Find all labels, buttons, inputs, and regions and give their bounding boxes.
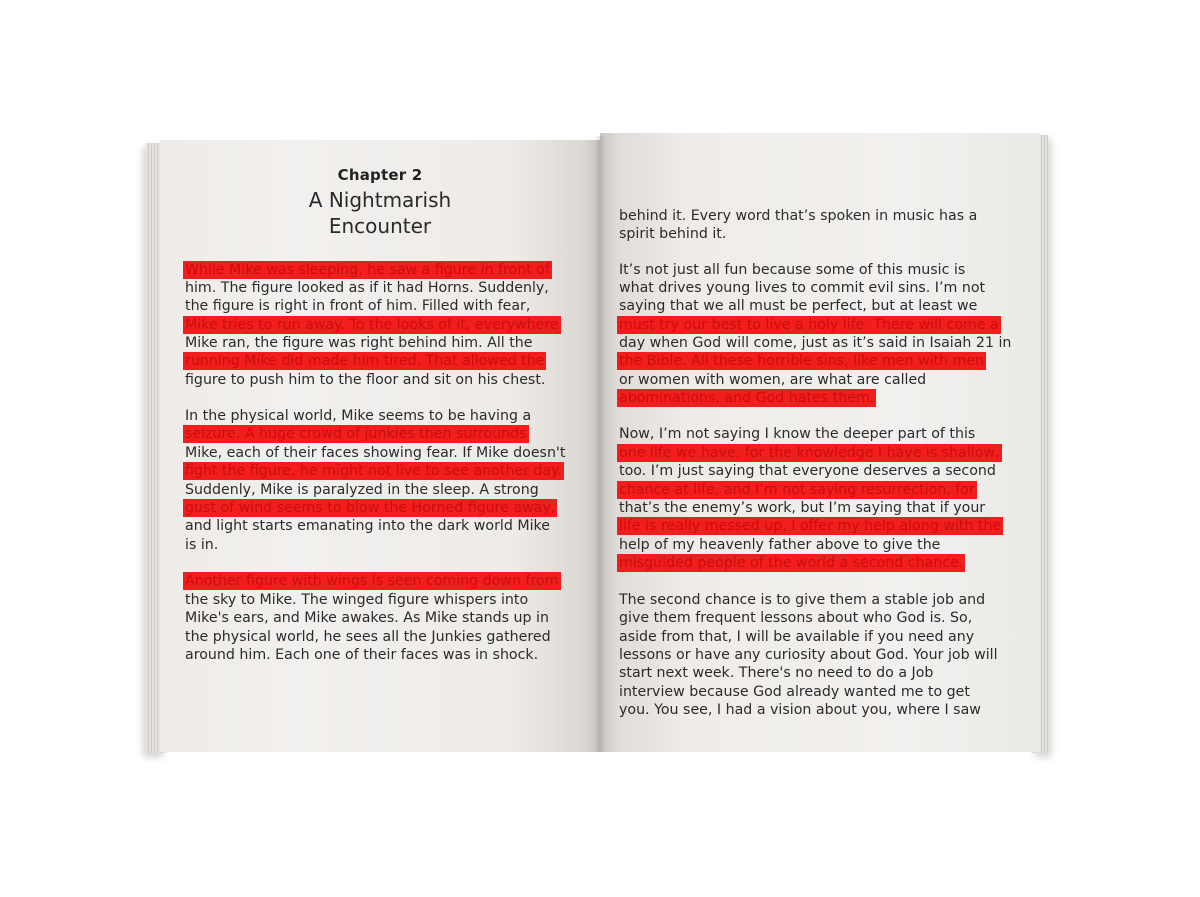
text-line: the Bible. All these horrible sins, like men with men [619, 353, 985, 369]
text-line: chance at life, and I’m not saying resurrection, for [619, 482, 975, 498]
chapter-title-line: Encounter [328, 214, 432, 238]
text-line: Mike tries to run away. To the looks of it, everywhere [185, 317, 559, 333]
text-line: life is really messed up, I offer my help along with the [619, 518, 1002, 534]
text-line: and light starts emanating into the dark world Mike [185, 518, 550, 534]
text-line: It’s not just all fun because some of this music is [619, 262, 966, 278]
text-line: what drives young lives to commit evil sins. I’m not [619, 280, 986, 296]
text-line: the physical world, he sees all the Junkies gathered [185, 629, 551, 645]
text-line: Now, I’m not saying I know the deeper part of this [619, 426, 976, 442]
text-line: Another figure with wings is seen coming down from [185, 573, 559, 589]
text-line: around him. Each one of their faces was in shock. [185, 647, 539, 663]
text-line: lessons or have any curiosity about God. Your job will [619, 647, 998, 663]
text-line: start next week. There's no need to do a Job [619, 665, 934, 681]
text-line: spirit behind it. [619, 226, 727, 242]
text-line: him. The figure looked as if it had Horns. Suddenly, [185, 280, 549, 296]
text-line: that’s the enemy’s work, but I’m saying that if your [619, 500, 986, 516]
text-line: the figure is right in front of him. Filled with fear, [185, 298, 531, 314]
text-line: or women with women, are what are called [619, 372, 927, 388]
text-line: running Mike did made him tired. That allowed the [185, 353, 545, 369]
text-line: one life we have, for the knowledge I have is shallow, [619, 445, 1000, 461]
text-line: the sky to Mike. The winged figure whispers into [185, 592, 529, 608]
text-line: behind it. Every word that’s spoken in music has a [619, 208, 978, 224]
text-line: Mike ran, the figure was right behind him. All the [185, 335, 533, 351]
text-line: too. I’m just saying that everyone deserves a second [619, 463, 996, 479]
text-line: misguided people of the world a second chance. [619, 555, 964, 571]
text-line: figure to push him to the floor and sit on his chest. [185, 372, 546, 388]
text-line: aside from that, I will be available if you need any [619, 629, 975, 645]
text-line: In the physical world, Mike seems to be having a [185, 408, 532, 424]
text-line: is in. [185, 537, 219, 553]
text-line: The second chance is to give them a stable job and [619, 592, 986, 608]
text-line: interview because God already wanted me to get [619, 684, 970, 700]
text-line: While Mike was sleeping, he saw a figure in front of [185, 262, 550, 278]
chapter-title-line: A Nightmarish [308, 188, 452, 212]
text-line: Suddenly, Mike is paralyzed in the sleep. A strong [185, 482, 539, 498]
text-line: abominations, and God hates them. [619, 390, 875, 406]
text-line: you. You see, I had a vision about you, where I saw [619, 702, 981, 718]
text-line: day when God will come, just as it’s said in Isaiah 21 in [619, 335, 1012, 351]
text-line: give them frequent lessons about who God is. So, [619, 610, 973, 626]
text-line: saying that we all must be perfect, but at least we [619, 298, 978, 314]
text-line: Mike's ears, and Mike awakes. As Mike stands up in [185, 610, 549, 626]
text-line: fight the figure, he might not live to see another day. [185, 463, 563, 479]
chapter-title [160, 187, 600, 239]
text-line: must try our best to live a holy life. There will come a [619, 317, 999, 333]
text-line: help of my heavenly father above to give the [619, 537, 941, 553]
text-line: seizure. A huge crowd of junkies then surrounds [185, 426, 527, 442]
text-line: gust of wind seems to blow the Horned figure away, [185, 500, 556, 516]
chapter-number: Chapter 2 [337, 166, 423, 184]
text-line: Mike, each of their faces showing fear. If Mike doesn't [185, 445, 566, 461]
